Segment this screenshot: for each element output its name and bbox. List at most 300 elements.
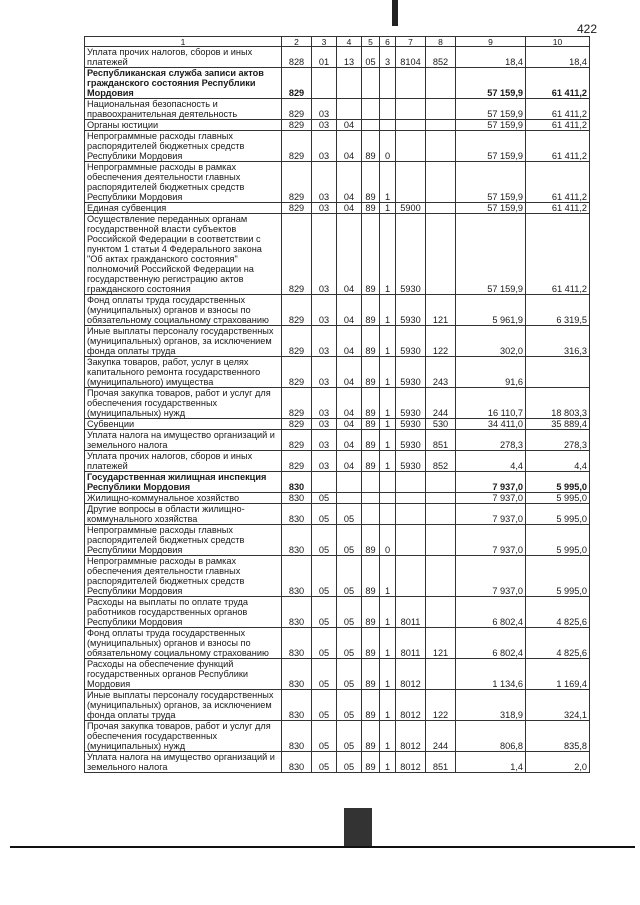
row-cell-c2: 829 [282,388,312,419]
row-cell-c3: 03 [312,214,337,295]
row-cell-c4: 05 [337,525,362,556]
row-cell-c8 [426,472,456,493]
row-cell-c7: 5930 [396,295,426,326]
col-header: 1 [85,37,282,47]
table-row [85,99,590,120]
row-label: Фонд оплаты труда государственных (муниципальных) органов и взносы по обязательному социальному страхованию [85,295,282,326]
row-cell-c7: 5930 [396,357,426,388]
row-cell-c6: 1 [380,556,396,597]
row-cell-v9: 7 937,0 [456,556,526,597]
row-cell-c2: 829 [282,451,312,472]
table-row [85,68,590,99]
row-cell-c4 [337,68,362,99]
row-cell-v10: 5 995,0 [526,504,590,525]
row-cell-c8 [426,525,456,556]
row-cell-c2: 829 [282,419,312,430]
row-cell-c8: 851 [426,752,456,773]
row-cell-c5: 89 [362,690,380,721]
col-header: 10 [526,37,590,47]
row-cell-c2: 829 [282,120,312,131]
row-cell-v10: 5 995,0 [526,493,590,504]
table-row [85,295,590,326]
row-cell-c4: 04 [337,388,362,419]
row-cell-v9: 57 159,9 [456,131,526,162]
row-cell-c6 [380,68,396,99]
row-cell-c5: 89 [362,556,380,597]
row-cell-c4: 04 [337,451,362,472]
row-cell-v9: 7 937,0 [456,493,526,504]
page-number: 422 [577,22,598,36]
row-cell-v9: 5 961,9 [456,295,526,326]
row-cell-c6: 1 [380,357,396,388]
table-row [85,131,590,162]
row-cell-c6 [380,120,396,131]
row-cell-c4 [337,472,362,493]
row-cell-c8: 852 [426,47,456,68]
row-cell-c8: 851 [426,430,456,451]
row-cell-c8 [426,659,456,690]
table-row [85,419,590,430]
row-cell-c3: 01 [312,47,337,68]
row-label: Жилищно-коммунальное хозяйство [85,493,282,504]
row-cell-c5: 89 [362,659,380,690]
row-cell-c6: 1 [380,419,396,430]
row-cell-c2: 830 [282,525,312,556]
row-label: Непрограммные расходы главных распорядителей бюджетных средств Республики Мордовия [85,131,282,162]
row-cell-c3: 03 [312,388,337,419]
row-cell-v10: 61 411,2 [526,131,590,162]
row-cell-c3: 03 [312,430,337,451]
row-cell-c5: 89 [362,388,380,419]
row-cell-v10: 6 319,5 [526,295,590,326]
row-cell-c7 [396,162,426,203]
row-cell-v9: 806,8 [456,721,526,752]
row-cell-v10: 61 411,2 [526,162,590,203]
col-header: 4 [337,37,362,47]
table-row [85,162,590,203]
row-cell-c4: 04 [337,162,362,203]
row-cell-c6: 0 [380,131,396,162]
row-cell-c5: 89 [362,295,380,326]
row-cell-c5: 89 [362,419,380,430]
col-header: 2 [282,37,312,47]
row-cell-c8: 530 [426,419,456,430]
row-cell-c6: 1 [380,326,396,357]
row-cell-c5: 89 [362,430,380,451]
row-cell-v9: 57 159,9 [456,214,526,295]
table-row [85,659,590,690]
row-cell-v9: 18,4 [456,47,526,68]
row-label: Закупка товаров, работ, услуг в целях капитального ремонта государственного (муниципального) имущества [85,357,282,388]
row-cell-v10: 61 411,2 [526,214,590,295]
row-cell-c7 [396,472,426,493]
row-cell-c2: 829 [282,357,312,388]
row-label: Государственная жилищная инспекция Республики Мордовия [85,472,282,493]
table-row [85,556,590,597]
row-cell-v10: 324,1 [526,690,590,721]
row-cell-v9: 57 159,9 [456,99,526,120]
row-label: Расходы на выплаты по оплате труда работников государственных органов Республики Мордовия [85,597,282,628]
row-label: Уплата прочих налогов, сборов и иных платежей [85,451,282,472]
row-cell-c5: 89 [362,326,380,357]
row-cell-v9: 4,4 [456,451,526,472]
row-cell-v9: 57 159,9 [456,203,526,214]
row-cell-c7: 8104 [396,47,426,68]
row-cell-c8: 121 [426,628,456,659]
col-header: 8 [426,37,456,47]
row-label: Другие вопросы в области жилищно-коммунального хозяйства [85,504,282,525]
row-cell-c5: 89 [362,752,380,773]
row-cell-c7: 8012 [396,659,426,690]
row-cell-v9: 16 110,7 [456,388,526,419]
row-cell-v9: 57 159,9 [456,120,526,131]
row-cell-c4: 04 [337,131,362,162]
row-cell-c4: 04 [337,295,362,326]
col-header: 7 [396,37,426,47]
row-cell-c4: 05 [337,721,362,752]
row-cell-c5: 05 [362,47,380,68]
row-cell-v10: 61 411,2 [526,203,590,214]
row-cell-c4 [337,99,362,120]
row-cell-c2: 829 [282,295,312,326]
table-row [85,120,590,131]
row-cell-c5 [362,120,380,131]
table-header-row [85,37,590,47]
row-cell-c6: 3 [380,47,396,68]
row-cell-v9: 278,3 [456,430,526,451]
row-cell-c7 [396,131,426,162]
row-cell-c6: 1 [380,597,396,628]
row-cell-c4 [337,493,362,504]
table-row [85,721,590,752]
row-cell-c7 [396,493,426,504]
row-cell-c6 [380,99,396,120]
table-row [85,493,590,504]
row-cell-c2: 829 [282,99,312,120]
row-cell-c6: 1 [380,721,396,752]
row-cell-c5: 89 [362,597,380,628]
row-cell-c2: 830 [282,556,312,597]
row-cell-c3 [312,472,337,493]
row-cell-c3: 03 [312,99,337,120]
row-cell-c8 [426,203,456,214]
row-cell-c6: 1 [380,388,396,419]
row-cell-c2: 830 [282,721,312,752]
row-cell-c8: 852 [426,451,456,472]
row-label: Единая субвенция [85,203,282,214]
row-cell-v10: 5 995,0 [526,556,590,597]
col-header: 3 [312,37,337,47]
row-cell-c2: 829 [282,131,312,162]
row-label: Уплата налога на имущество организаций и земельного налога [85,430,282,451]
row-cell-c8: 121 [426,295,456,326]
row-cell-c4: 05 [337,556,362,597]
row-cell-c5 [362,504,380,525]
row-cell-c4: 04 [337,326,362,357]
row-cell-c8 [426,493,456,504]
row-cell-v10: 18 803,3 [526,388,590,419]
row-cell-v10: 4 825,6 [526,597,590,628]
table-row [85,388,590,419]
row-cell-c5 [362,472,380,493]
row-cell-v10 [526,357,590,388]
row-cell-c7: 5900 [396,203,426,214]
row-label: Национальная безопасность и правоохранительная деятельность [85,99,282,120]
row-cell-c7: 5930 [396,451,426,472]
row-cell-c2: 830 [282,597,312,628]
row-cell-c3: 05 [312,752,337,773]
row-cell-v10: 4 825,6 [526,628,590,659]
row-cell-v10: 18,4 [526,47,590,68]
row-cell-v9: 34 411,0 [456,419,526,430]
row-cell-c4: 04 [337,120,362,131]
row-label: Субвенции [85,419,282,430]
row-cell-c6: 1 [380,162,396,203]
row-cell-v10: 278,3 [526,430,590,451]
row-cell-c7: 8011 [396,628,426,659]
row-label: Прочая закупка товаров, работ и услуг для обеспечения государственных (муниципальных) нужд [85,388,282,419]
table-row [85,504,590,525]
row-cell-c8: 243 [426,357,456,388]
row-cell-c7 [396,99,426,120]
row-cell-c8: 244 [426,721,456,752]
row-label: Прочая закупка товаров, работ и услуг для обеспечения государственных (муниципальных) нужд [85,721,282,752]
row-cell-c8 [426,556,456,597]
row-cell-c5: 89 [362,162,380,203]
col-header: 6 [380,37,396,47]
row-cell-v9: 7 937,0 [456,472,526,493]
row-cell-c6 [380,504,396,525]
row-cell-c7: 5930 [396,419,426,430]
row-cell-c3: 03 [312,131,337,162]
row-cell-c4: 04 [337,214,362,295]
row-cell-c5: 89 [362,721,380,752]
row-cell-c2: 830 [282,752,312,773]
table-row [85,472,590,493]
row-cell-v9: 302,0 [456,326,526,357]
row-cell-v10: 61 411,2 [526,99,590,120]
row-cell-v9: 57 159,9 [456,68,526,99]
row-cell-c2: 829 [282,214,312,295]
row-cell-c3: 03 [312,162,337,203]
row-label: Непрограммные расходы в рамках обеспечения деятельности главных распорядителей бюджетных средств Республики Мордовия [85,162,282,203]
row-label: Уплата прочих налогов, сборов и иных платежей [85,47,282,68]
row-cell-c3: 03 [312,357,337,388]
row-cell-c4: 05 [337,752,362,773]
row-cell-c2: 830 [282,472,312,493]
row-cell-c4: 04 [337,419,362,430]
scan-artifact-bottom [344,808,372,848]
row-cell-v9: 1,4 [456,752,526,773]
row-cell-c3: 05 [312,690,337,721]
row-cell-c4: 05 [337,597,362,628]
row-label: Республиканская служба записи актов гражданского состояния Республики Мордовия [85,68,282,99]
row-cell-c3: 05 [312,659,337,690]
row-label: Расходы на обеспечение функций государственных органов Республики Мордовия [85,659,282,690]
scan-artifact-top [392,0,398,26]
row-cell-c4: 13 [337,47,362,68]
row-cell-c7 [396,68,426,99]
row-cell-c5: 89 [362,203,380,214]
row-cell-c7: 5930 [396,430,426,451]
row-cell-c8 [426,120,456,131]
row-cell-c3: 05 [312,721,337,752]
row-label: Иные выплаты персоналу государственных (муниципальных) органов, за исключением фонда оплаты труда [85,690,282,721]
row-cell-c5 [362,493,380,504]
row-label: Осуществление переданных органам государственной власти субъектов Российской Федерации в соответствии с пунктом 1 статьи 4 Федерального закона "Об актах гражданского состояния" полномочий Российской Федерации на государственную регистрацию актов гражданского состояния [85,214,282,295]
row-cell-c8 [426,162,456,203]
col-header: 5 [362,37,380,47]
row-cell-c8 [426,504,456,525]
table-row [85,357,590,388]
row-cell-c6: 1 [380,752,396,773]
row-cell-c3 [312,68,337,99]
table-row [85,430,590,451]
row-cell-c6: 1 [380,203,396,214]
row-cell-v9: 91,6 [456,357,526,388]
row-cell-c2: 828 [282,47,312,68]
row-cell-c2: 830 [282,628,312,659]
row-cell-c5: 89 [362,451,380,472]
row-cell-c2: 829 [282,430,312,451]
row-label: Непрограммные расходы главных распорядителей бюджетных средств Республики Мордовия [85,525,282,556]
row-cell-c5: 89 [362,628,380,659]
row-cell-c6: 1 [380,659,396,690]
row-cell-c8: 122 [426,690,456,721]
row-cell-c8 [426,131,456,162]
row-cell-c4: 05 [337,628,362,659]
table-row [85,214,590,295]
row-cell-c6: 1 [380,214,396,295]
row-cell-c2: 830 [282,504,312,525]
row-label: Непрограммные расходы в рамках обеспечения деятельности главных распорядителей бюджетных средств Республики Мордовия [85,556,282,597]
row-cell-c3: 05 [312,504,337,525]
row-cell-c2: 829 [282,326,312,357]
row-cell-c4: 05 [337,504,362,525]
row-cell-c3: 05 [312,556,337,597]
row-cell-c3: 05 [312,525,337,556]
row-cell-v9: 318,9 [456,690,526,721]
row-cell-c4: 04 [337,203,362,214]
row-cell-c7: 5930 [396,388,426,419]
row-cell-c2: 829 [282,162,312,203]
row-cell-c6: 1 [380,430,396,451]
row-cell-c7: 8012 [396,690,426,721]
row-cell-c6: 0 [380,525,396,556]
page-bottom-rule [10,846,635,848]
row-cell-c4: 04 [337,430,362,451]
row-cell-v10: 5 995,0 [526,472,590,493]
table-row [85,597,590,628]
row-cell-c6: 1 [380,690,396,721]
row-cell-c3: 05 [312,493,337,504]
row-cell-c8 [426,597,456,628]
row-cell-c5 [362,68,380,99]
row-cell-v9: 7 937,0 [456,525,526,556]
row-cell-c2: 830 [282,690,312,721]
table-row [85,47,590,68]
row-cell-c2: 830 [282,659,312,690]
row-cell-c5: 89 [362,525,380,556]
table-row [85,525,590,556]
row-cell-c6 [380,493,396,504]
row-cell-c3: 03 [312,326,337,357]
row-cell-c7: 8011 [396,597,426,628]
row-cell-c6: 1 [380,295,396,326]
row-cell-v9: 6 802,4 [456,628,526,659]
row-label: Органы юстиции [85,120,282,131]
row-cell-c7: 5930 [396,214,426,295]
row-cell-c7 [396,504,426,525]
row-cell-v10: 1 169,4 [526,659,590,690]
row-cell-c3: 03 [312,419,337,430]
row-cell-v10: 5 995,0 [526,525,590,556]
row-cell-c8 [426,68,456,99]
row-label: Уплата налога на имущество организаций и земельного налога [85,752,282,773]
row-cell-v9: 1 134,6 [456,659,526,690]
row-cell-c7: 8012 [396,721,426,752]
row-cell-c3: 05 [312,597,337,628]
table-row [85,451,590,472]
table-row [85,690,590,721]
col-header: 9 [456,37,526,47]
row-cell-c7: 5930 [396,326,426,357]
budget-table [84,36,590,773]
row-cell-c4: 05 [337,659,362,690]
row-cell-c7 [396,120,426,131]
table-row [85,326,590,357]
row-cell-c5: 89 [362,357,380,388]
row-cell-v10: 61 411,2 [526,120,590,131]
row-cell-c8: 244 [426,388,456,419]
row-cell-c8: 122 [426,326,456,357]
row-cell-v10: 4,4 [526,451,590,472]
row-cell-c7: 8012 [396,752,426,773]
row-cell-c2: 829 [282,203,312,214]
row-cell-c8 [426,214,456,295]
row-cell-c4: 04 [337,357,362,388]
table-row [85,628,590,659]
row-cell-c7 [396,556,426,597]
row-cell-c6: 1 [380,451,396,472]
row-cell-c4: 05 [337,690,362,721]
row-cell-c2: 830 [282,493,312,504]
row-cell-v10: 316,3 [526,326,590,357]
row-cell-v10: 61 411,2 [526,68,590,99]
row-cell-c6 [380,472,396,493]
row-cell-v9: 7 937,0 [456,504,526,525]
row-cell-c3: 03 [312,203,337,214]
row-cell-c5 [362,99,380,120]
row-cell-c5: 89 [362,214,380,295]
row-cell-c7 [396,525,426,556]
row-cell-c3: 03 [312,295,337,326]
table-row [85,203,590,214]
table-row [85,752,590,773]
row-cell-v9: 57 159,9 [456,162,526,203]
row-cell-c3: 03 [312,120,337,131]
row-cell-v10: 835,8 [526,721,590,752]
row-label: Иные выплаты персоналу государственных (муниципальных) органов, за исключением фонда оплаты труда [85,326,282,357]
row-cell-c8 [426,99,456,120]
row-cell-c5: 89 [362,131,380,162]
row-cell-v9: 6 802,4 [456,597,526,628]
row-cell-c2: 829 [282,68,312,99]
row-cell-v10: 35 889,4 [526,419,590,430]
row-cell-c3: 05 [312,628,337,659]
row-cell-c6: 1 [380,628,396,659]
row-cell-c3: 03 [312,451,337,472]
